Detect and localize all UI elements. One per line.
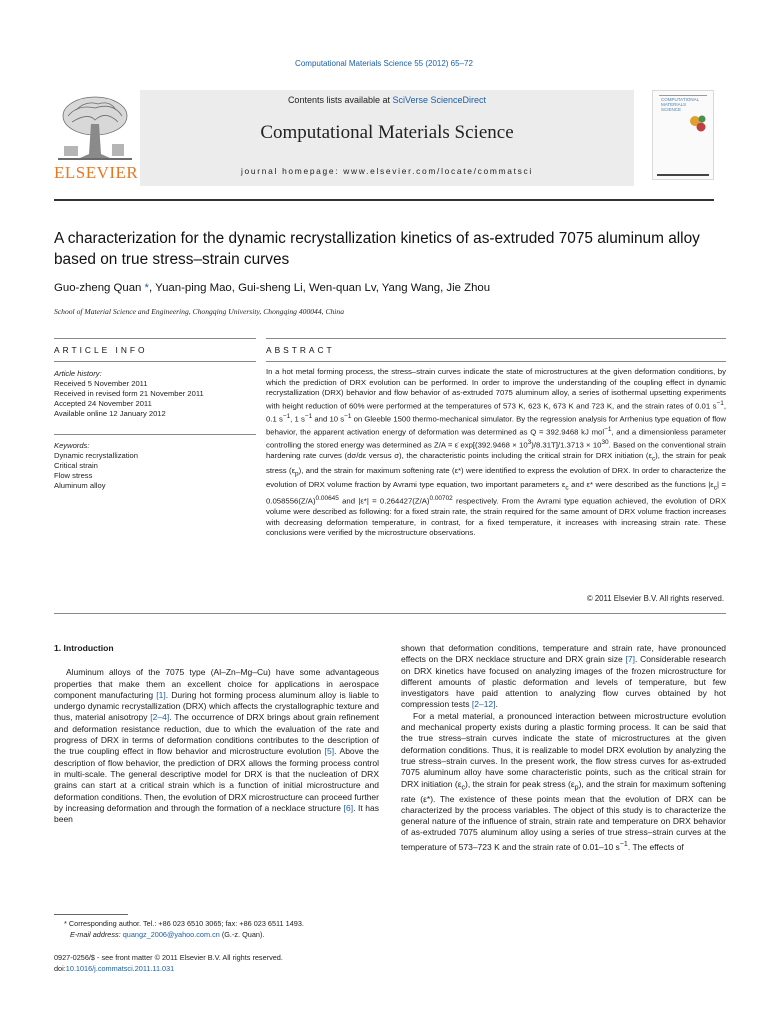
journal-masthead	[54, 90, 714, 186]
footnote-rule	[54, 914, 128, 915]
masthead-rule	[54, 199, 714, 201]
history-label: Article history:	[54, 369, 102, 378]
history-online: Available online 12 January 2012	[54, 409, 166, 418]
reference-link[interactable]: [2–12]	[471, 699, 496, 710]
keywords	[54, 441, 254, 491]
introduction-heading: 1. Introduction	[54, 643, 114, 653]
body-left-column	[54, 643, 379, 825]
article-info-heading: ARTICLE INFO	[54, 345, 148, 355]
article-history	[54, 369, 254, 419]
keyword: Flow stress	[54, 471, 93, 480]
article-info-rule	[54, 338, 256, 339]
cover-top-line	[659, 95, 707, 96]
front-matter-notice: 0927-0256/$ - see front matter © 2011 Elsevier B.V. All rights reserved.	[54, 953, 283, 962]
journal-cover-thumbnail[interactable]	[652, 90, 714, 180]
email-label: E-mail address:	[70, 929, 123, 939]
body-right-column	[401, 643, 726, 853]
author-email-link[interactable]: quangz_2006@yahoo.com.cn	[122, 929, 220, 939]
keyword: Dynamic recrystallization	[54, 451, 138, 460]
elsevier-logo[interactable]	[54, 90, 139, 186]
keywords-label: Keywords:	[54, 441, 90, 450]
doi-line: doi:10.1016/j.commatsci.2011.11.031	[54, 963, 175, 973]
journal-name[interactable]: Computational Materials Science	[260, 122, 514, 143]
footnote-email-line: E-mail address: quangz_2006@yahoo.com.cn (G.-z. Quan).	[70, 929, 265, 939]
elsevier-tree-icon	[58, 94, 132, 160]
contents-line	[140, 95, 634, 105]
article-info-subrule	[54, 361, 256, 362]
reference-link[interactable]: [2–4]	[150, 712, 170, 723]
cover-title: COMPUTATIONAL MATERIALS SCIENCE	[661, 97, 699, 112]
introduction-paragraph: For a metal material, a pronounced interaction between microstructure evolution and mechanical property exists during a plastic forming process. It can be said that the true stress–strain curves indicate the state of microstructures at the given deformation conditions. Thus, it is realizable to model DRX evolution by analyzing the true stress–strain curves. In the present work, the flow stress curves for as-extruded 7075 aluminum alloy have some characteristic points, such as the critical strain for DRX initiation $(\varepsilon_c)$, the strain for peak stress $(\varepsilon_p)$, and the strain for maximum softening rate (ε*). The existence of these points mean that the evolution of DRX can be characterized by the process variables. The object of this study is to characterize the general nature of the influence of strain, strain rate and temperature on DRX behavior of as-extruded 7075 aluminum alloy using a series of true stress–strain curves at the temperature of 573–723 K and the strain rate of 0.01–10 $s^{-1}$. The effects of	[401, 710, 726, 852]
footnote-contact: * Corresponding author. Tel.: +86 023 6510 3065; fax: +86 023 6511 1493.	[64, 919, 304, 928]
contents-prefix: Contents lists available at	[287, 95, 393, 105]
history-accepted: Accepted 24 November 2011	[54, 399, 152, 408]
introduction-paragraph: shown that deformation conditions, temperature and strain rate, have pronounced effects on the DRX necklace structure and DRX grain size [7]. Considerable research on DRX kinetics have focused on analyzing images of the frozen microstructure for different amounts of plastic deformation and levels of temperature, but few investigators have paid attention to analyzing flow curves obtained by hot compression tests [2–12].	[401, 643, 726, 710]
history-received: Received 5 November 2011	[54, 379, 148, 388]
author-affiliation: School of Material Science and Engineering, Chongqing University, Chongqing 400044, China	[54, 307, 345, 316]
copyright-notice: © 2011 Elsevier B.V. All rights reserved.	[586, 594, 724, 603]
article-title: A characterization for the dynamic recrystallization kinetics of as-extruded 7075 aluminum alloy based on true stress–strain curves	[54, 230, 700, 268]
cover-art-icon	[687, 113, 709, 133]
sciencedirect-link[interactable]: SciVerse ScienceDirect	[392, 95, 487, 105]
journal-info-box	[140, 90, 634, 186]
reference-link[interactable]: [7]	[625, 654, 635, 665]
lead-author[interactable]: Guo-zheng Quan	[54, 282, 142, 294]
abstract-text: In a hot metal forming process, the stress–strain curves indicate the state of microstructures at the given deformation conditions, by which the prediction of DRX evolution can be performed. In order to improve the understanding of the coupling effect in dynamic recrystallization (DRX) behavior and flow behavior of as-extruded 7075 aluminum alloy, a series of isothermal upsetting experiments with height reduction of 60% were performed at the temperatures of 573 K, 623 K, 673 K and 723 K, and the strain rates of 0.01 $s^{-1}$, 0.1 $s^{-1}$, 1 $s^{-1}$ and 10 $s^{-1}$ on Gleeble 1500 thermo-mechanical simulator. By the regression analysis for Arrhenius type equation of flow behavior, the apparent activation energy of deformation was determined as Q = 392.9468 kJ mol$^{-1}$, and a dimensionless parameter controlling the stored energy was determined as Z/A = ε̇ $\exp[(392.9468 \times 10^3)/8.31T]/1.3713 \times 10^{30}$. Based on the conventional strain hardening rate curves (dσ/dε versus σ), the characteristic points including the critical strain for DRX initiation $(\varepsilon_c)$, the strain for peak stress $(\varepsilon_p)$, and the strain for maximum softening rate (ε*) were identified to express the evolution of DRX. In order to characterize the evolution of DRX volume fraction by Avrami type equation, two important parameters $\varepsilon_c$ and ε* were described as the functions $|\varepsilon_c| = 0.058556(Z/A)^{0.00645}$ and $|\varepsilon*| = 0.264427(Z/A)^{0.00702}$ respectively. From the Avrami type equation achieved, the evolution of DRX volume were described as following: for a fixed strain rate, the strain required for the same amount of DRX volume fraction increases with decreasing deformation temperature, in contrast, for a fixed temperature, it increases with increasing strain rate. These conclusions were verified by the microstructure observations.	[266, 367, 727, 538]
reference-link[interactable]: [5]	[324, 746, 335, 757]
corresponding-author-footnote	[54, 919, 379, 940]
elsevier-wordmark: ELSEVIER	[54, 163, 139, 182]
keyword: Critical strain	[54, 461, 98, 470]
keyword: Aluminum alloy	[54, 481, 106, 490]
abstract-subrule	[266, 361, 726, 362]
abstract-rule	[266, 338, 726, 339]
corresponding-author-marker[interactable]: *	[141, 282, 149, 294]
reference-link[interactable]: [6]	[343, 802, 354, 813]
doi-link[interactable]: 10.1016/j.commatsci.2011.11.031	[65, 963, 175, 973]
journal-citation[interactable]: Computational Materials Science 55 (2012) 65–72	[295, 59, 473, 68]
front-matter	[54, 953, 379, 974]
abstract-end-rule	[54, 613, 726, 614]
keywords-rule	[54, 434, 256, 435]
cover-bottom-bar	[657, 174, 709, 176]
abstract-heading: ABSTRACT	[266, 345, 335, 355]
introduction-paragraph: Aluminum alloys of the 7075 type (Al–Zn–Mg–Cu) have some advantageous properties that make them an excellent choice for applications in aerospace component manufacturing [1]. During hot forming process aluminum alloy is liable to undergo dynamic recrystallization (DRX) which affects the crystallographic texture and thus, material anisotropy [2–4]. The occurrence of DRX brings about grain refinement and deformation resistance reduction, due to which the evaluation of the rate and progress of DRX in terms of deformation conditions contributes to the description of the true coupling effect in flow behavior and microstructure evolution [5]. Above the description of flow behavior, the prediction of DRX allows the forming process control in multi-scale. The general descriptive model for DRX is that the nucleation of DRX grains can start at a critical strain which is a function of initial microstructure and deformation conditions. Then, the evolution of DRX microstructure can proceed further by increasing deformation and through the formation of a necklace structure [6]. It has been	[54, 667, 379, 825]
journal-homepage[interactable]: journal homepage: www.elsevier.com/locate/commatsci	[241, 166, 533, 176]
reference-link[interactable]: [1]	[156, 689, 166, 700]
article-authors	[54, 282, 714, 294]
co-authors: , Yuan-ping Mao, Gui-sheng Li, Wen-quan Lv, Yang Wang, Jie Zhou	[149, 282, 491, 294]
history-revised: Received in revised form 21 November 2011	[54, 389, 204, 398]
